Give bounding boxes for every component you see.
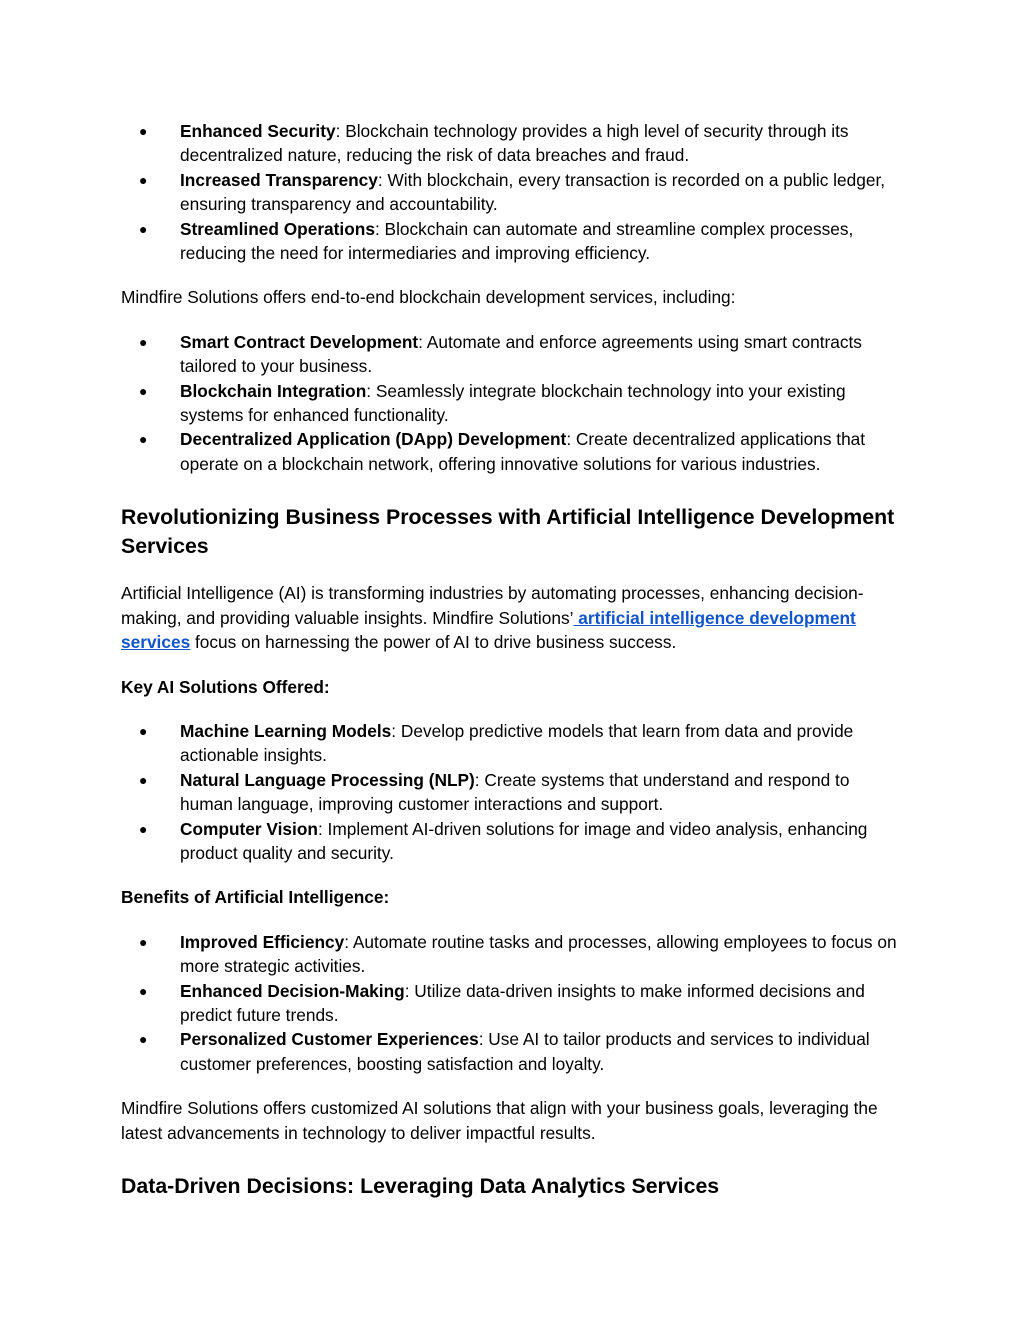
list-item (121, 168, 905, 217)
list-item-term: Improved Efficiency (180, 931, 345, 952)
subheading-ai-benefits: Benefits of Artificial Intelligence: (121, 887, 390, 908)
ai-services-link[interactable]: artificial intelligence development services (121, 607, 856, 653)
benefits-list (121, 119, 905, 265)
list-item (121, 379, 905, 428)
list-item-term: Natural Language Processing (NLP) (180, 769, 475, 790)
bullet: ● (139, 722, 148, 739)
list-item (121, 817, 905, 866)
list-item-desc: : Automate and enforce agreements using smart contracts tailored to your business. (180, 331, 862, 377)
list-item-term: Computer Vision (180, 818, 318, 839)
section-heading-data-analytics: Data-Driven Decisions: Leveraging Data Analytics Services (121, 1174, 720, 1198)
subheading-key-ai: Key AI Solutions Offered: (121, 676, 330, 697)
list-item-desc: : Use AI to tailor products and services to individual customer preferences, boosting satisfaction and loyalty. (180, 1029, 870, 1074)
list-item-desc: : Create decentralized applications that operate on a blockchain network, offering innovative solutions for various industries. (180, 429, 866, 474)
paragraph-blockchain-services: Mindfire Solutions offers end-to-end blockchain development services, including: (121, 287, 736, 308)
list-item-term: Personalized Customer Experiences (180, 1029, 479, 1050)
bullet: ● (139, 820, 148, 837)
bullet: ● (139, 220, 148, 237)
blockchain-services-list (121, 330, 905, 476)
list-item (121, 768, 905, 817)
list-item-desc: : Develop predictive models that learn from data and provide actionable insights. (180, 720, 854, 766)
bullet: ● (139, 933, 148, 950)
paragraph-ai-closing: Mindfire Solutions offers customized AI solutions that align with your business goals, leveraging the latest advancements in technology to deliver impactful results. (121, 1098, 878, 1143)
list-item-term: Machine Learning Models (180, 720, 392, 741)
paragraph-text: focus on harnessing the power of AI to drive business success. (190, 632, 677, 653)
paragraph-ai-intro (121, 581, 905, 654)
list-item-desc: : Automate routine tasks and processes, allowing employees to focus on more strategic activities. (180, 931, 897, 977)
list-item (121, 930, 905, 979)
list-item-term: Blockchain Integration (180, 380, 367, 401)
bullet: ● (139, 982, 148, 999)
list-item-desc: : Seamlessly integrate blockchain technology into your existing systems for enhanced functionality. (180, 380, 846, 426)
list-item (121, 427, 905, 476)
list-item-desc: : Create systems that understand and respond to human language, improving customer interactions and support. (180, 769, 850, 815)
list-item-term: Increased Transparency (180, 169, 378, 190)
bullet: ● (139, 123, 148, 139)
paragraph-text: Artificial Intelligence (AI) is transforming industries by automating processes, enhancing decision-making, and providing valuable insights. Mindfire Solutions’ (121, 583, 864, 628)
bullet: ● (139, 382, 148, 399)
list-item (121, 217, 905, 266)
list-item-term: Enhanced Security (180, 121, 336, 141)
list-item-term: Decentralized Application (DApp) Development (180, 429, 567, 450)
list-item-desc: : Utilize data-driven insights to make informed decisions and predict future trends. (180, 980, 865, 1025)
document-page (121, 119, 905, 1201)
list-item (121, 719, 905, 768)
list-item-desc: : Implement AI-driven solutions for image and video analysis, enhancing product quality and security. (180, 818, 868, 863)
list-item-desc: : Blockchain technology provides a high level of security through its decentralized nature, reducing the risk of data breaches and fraud. (180, 121, 849, 166)
bullet: ● (139, 771, 148, 788)
list-item (121, 979, 905, 1028)
bullet: ● (139, 333, 148, 350)
list-item-term: Enhanced Decision-Making (180, 980, 405, 1001)
list-item (121, 1027, 905, 1076)
ai-solutions-list (121, 719, 905, 865)
list-item-term: Streamlined Operations (180, 218, 375, 239)
bullet: ● (139, 431, 148, 448)
ai-benefits-list (121, 930, 905, 1076)
list-item-desc: : With blockchain, every transaction is recorded on a public ledger, ensuring transparency and accountability. (180, 169, 886, 215)
list-item-desc: : Blockchain can automate and streamline complex processes, reducing the need for intermediaries and improving efficiency. (180, 218, 854, 264)
bullet: ● (139, 1031, 148, 1048)
bullet: ● (139, 171, 148, 188)
list-item (121, 330, 905, 379)
section-heading-ai: Revolutionizing Business Processes with Artificial Intelligence Development Services (121, 505, 895, 559)
list-item (121, 119, 905, 168)
list-item-term: Smart Contract Development (180, 331, 419, 352)
